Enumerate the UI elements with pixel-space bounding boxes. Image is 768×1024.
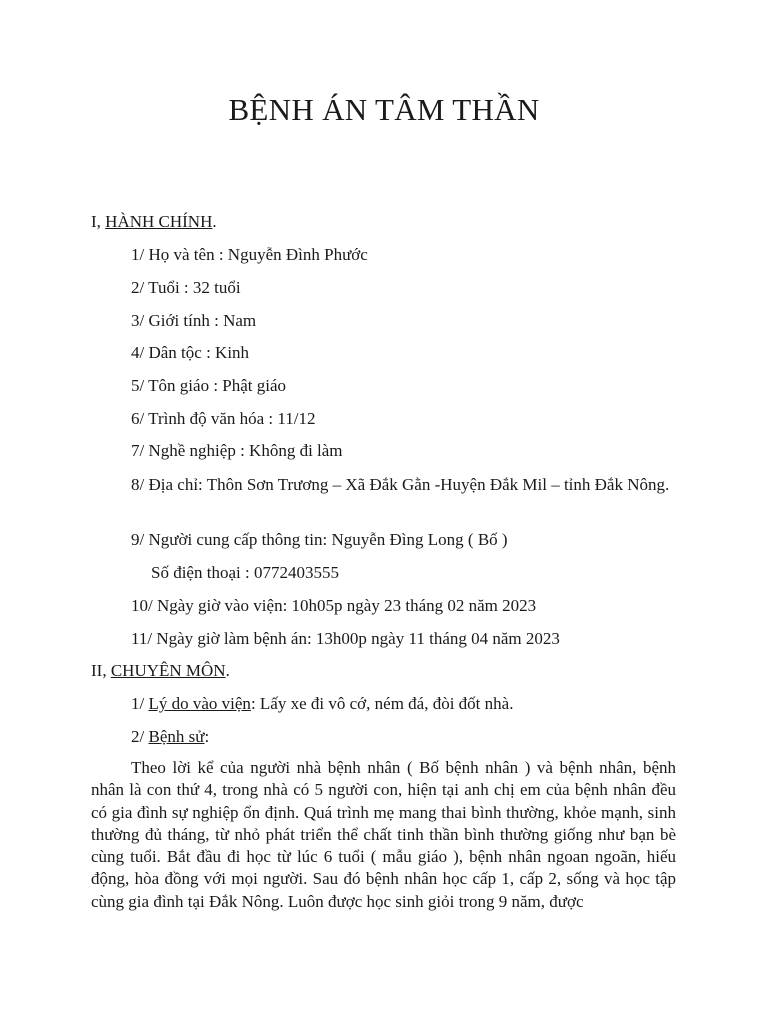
field-gender: 3/ Giới tính : Nam [131, 311, 257, 330]
field-full-name: 1/ Họ và tên : Nguyễn Đình Phước [131, 245, 368, 264]
section-title: HÀNH CHÍNH [105, 212, 213, 231]
section-number: II, [91, 661, 111, 680]
field-ethnicity: 4/ Dân tộc : Kinh [131, 343, 250, 362]
document-title: BỆNH ÁN TÂM THẦN [228, 92, 540, 127]
field-record-time: 11/ Ngày giờ làm bệnh án: 13h00p ngày 11 tháng 04 năm 2023 [131, 629, 560, 648]
field-phone: Số điện thoại : 0772403555 [151, 563, 339, 582]
reason-number: 1/ [131, 694, 149, 713]
field-occupation: 7/ Nghề nghiệp : Không đi làm [131, 441, 343, 460]
field-address: 8/ Địa chỉ: Thôn Sơn Trương – Xã Đắk Gằn -Huyện Đắk Mil – tỉnh Đắk Nông. [131, 475, 670, 494]
section-title: CHUYÊN MÔN [110, 661, 226, 680]
field-informant: 9/ Người cung cấp thông tin: Nguyễn Đìng Long ( Bố ) [131, 530, 508, 549]
reason-label: Lý do vào viện [148, 694, 251, 713]
reason-text: : Lấy xe đi vô cớ, ném đá, đòi đốt nhà. [250, 694, 514, 713]
field-religion: 5/ Tôn giáo : Phật giáo [131, 376, 287, 395]
history-colon: : [204, 727, 210, 746]
field-age: 2/ Tuổi : 32 tuổi [131, 278, 241, 297]
section-heading-administrative [91, 211, 217, 233]
history-number: 2/ [131, 727, 149, 746]
field-medical-history [131, 726, 209, 748]
section-suffix: . [225, 661, 230, 680]
history-label: Bệnh sử [148, 727, 205, 746]
field-admission-reason [131, 693, 513, 715]
field-admission-time: 10/ Ngày giờ vào viện: 10h05p ngày 23 tháng 02 năm 2023 [131, 596, 537, 615]
section-suffix: . [212, 212, 217, 231]
section-heading-specialty [91, 660, 230, 682]
field-education: 6/ Trình độ văn hóa : 11/12 [131, 409, 316, 428]
section-number: I, [91, 212, 106, 231]
medical-history-paragraph: Theo lời kể của người nhà bệnh nhân ( Bố bệnh nhân ) và bệnh nhân, bệnh nhân là con thứ 4, trong nhà có 5 người con, hiện tại anh chị em của bệnh nhân đều có gia đình sự nghiệp ổn định. Quá trình mẹ mang thai bình thường, khỏe mạnh, sinh thường đủ tháng, từ nhỏ phát triển thể chất tinh thần bình thường giống như bạn bè cùng tuổi. Bắt đầu đi học từ lúc 6 tuổi ( mẫu giáo ), bệnh nhân ngoan ngoãn, hiếu động, hòa đồng với mọi người. Sau đó bệnh nhân học cấp 1, cấp 2, sống và học tập cùng gia đình tại Đắk Nông. Luôn được học sinh giỏi trong 9 năm, được [91, 758, 676, 911]
